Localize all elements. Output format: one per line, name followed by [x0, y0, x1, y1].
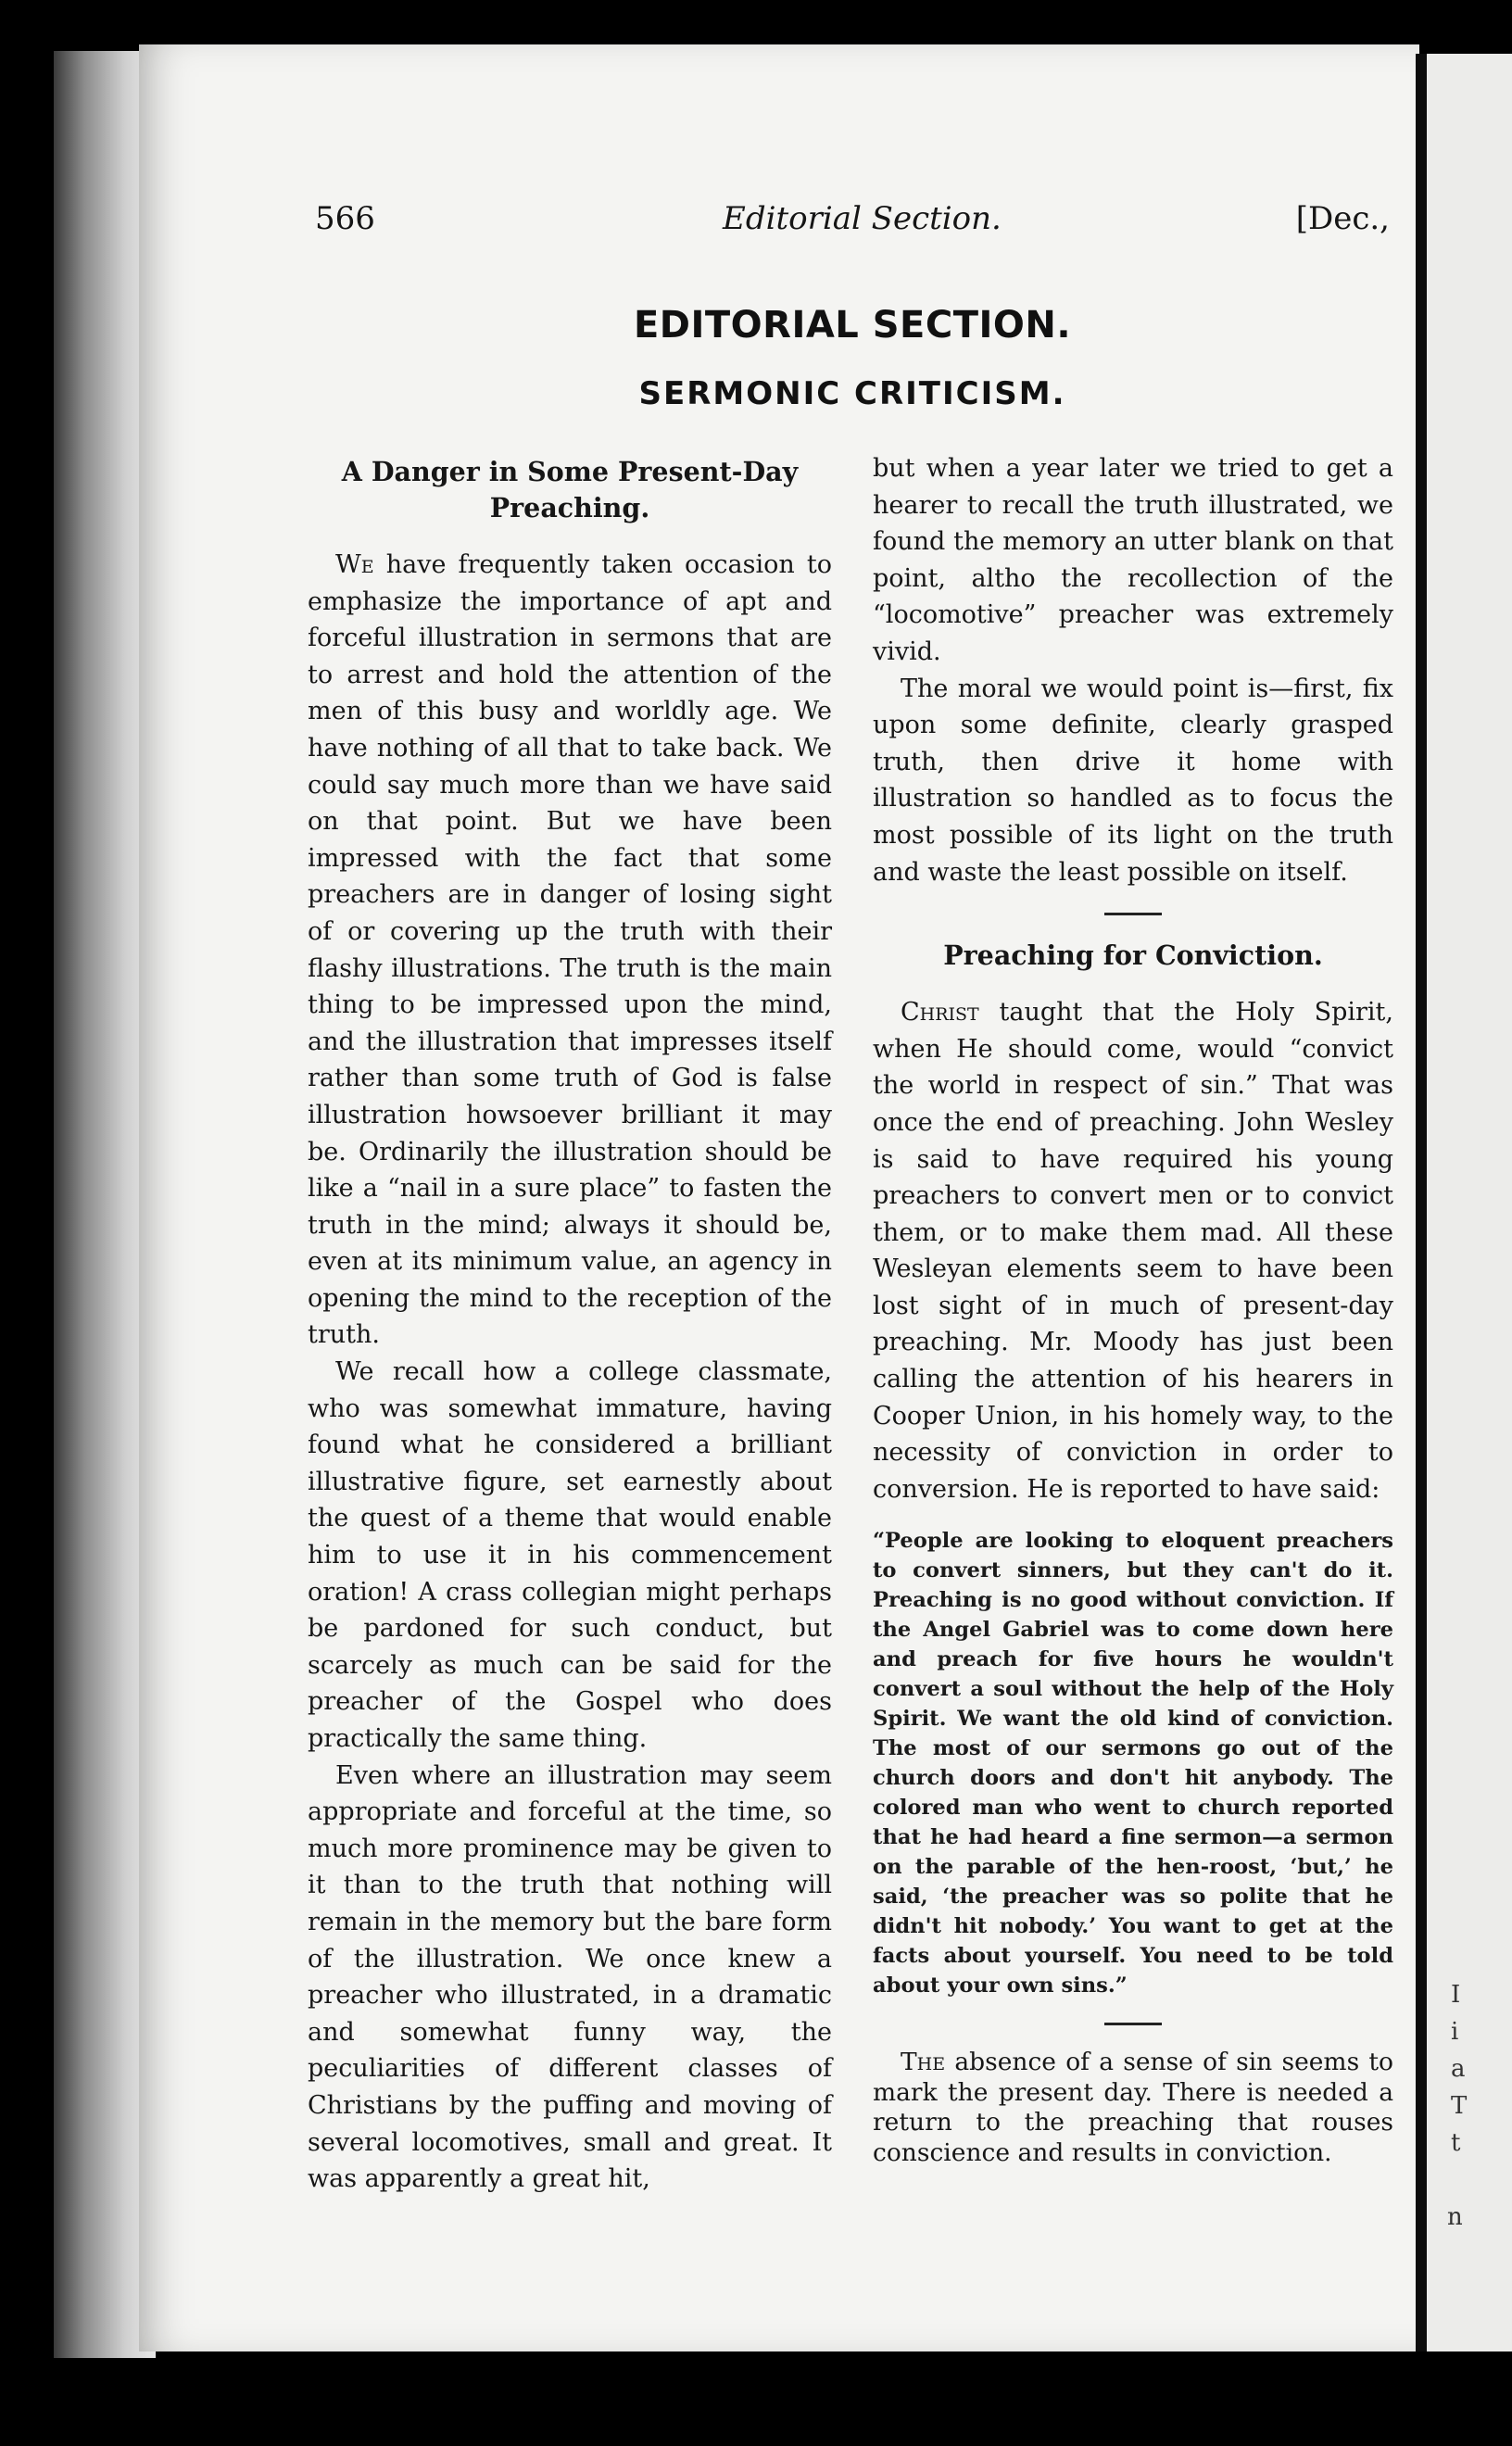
article-title: A Danger in Some Present-Day Preaching. [341, 456, 799, 523]
block-quote: “People are looking to eloquent preachers to convert sinners, but they can't do it. Preaching is no good without conviction. If the Angel Gabriel was to come down here and preach for five hours he wouldn't convert a soul without the help of the Holy Spirit. We want the old kind of conviction. The most of our sermons go out of the church doors and don't hit anybody. The colored man who went to church reported that he had heard a fine sermon—a sermon on the parable of the hen-roost, ‘but,’ he said, ‘the preacher was so polite that he didn't hit nobody.’ You want to get at the facts about yourself. You need to be told about your own sins.” [873, 1529, 1393, 1998]
paragraph-text: taught that the Holy Spirit, when He should come, would “convict the world in respect of sin.” That was once the end of preaching. John Wesley is said to have required his young preachers to convert men or to convict them, or to make them mad. All these Wesleyan elements seem to have been lost sight of in much of present-day preaching. Mr. Moody has just been calling the attention of his hearers in Cooper Union, in his homely way, to the necessity of conviction in order to conversion. He is reported to have said: [873, 998, 1393, 1504]
facing-page-edge [1427, 54, 1512, 2351]
paragraph-text: have frequently taken occasion to emphasize the importance of apt and forceful illustration in sermons that are to arrest and hold the attention of the men of this busy and worldly age. We have nothing of all that to take back. We could say much more than we have said on that point. But we have been impressed with the fact that some preachers are in danger of losing sight of or covering up the truth with their flashy illustrations. The truth is the main thing to be impressed upon the mind, and the illustration that impresses itself rather than some truth of God is false illustration howsoever brilliant it may be. Ordinarily the illustration should be like a “nail in a sure place” to fasten the truth in the mind; always it should be, even at its minimum value, an agency in opening the mind to the reception of the truth. [308, 550, 832, 1350]
article-paragraph [308, 547, 832, 1354]
left-column [308, 454, 832, 2198]
running-date: [Dec., [1295, 200, 1390, 237]
page-number: 566 [315, 200, 375, 237]
facing-page-letter: i [1451, 2018, 1459, 2046]
facing-page-letter: I [1451, 1981, 1461, 2009]
paragraph-text: absence of a sense of sin seems to mark the present day. There is needed a return to the preaching that rouses conscience and results in conviction. [873, 2048, 1393, 2167]
closing-paragraph [873, 2048, 1393, 2168]
facing-page-letter: a [1451, 2055, 1466, 2083]
section-divider [1104, 2023, 1162, 2025]
section-subheading: SERMONIC CRITICISM. [638, 375, 1066, 412]
facing-page-letter: n [1447, 2203, 1463, 2231]
section-divider [1104, 913, 1162, 915]
lead-word: The [901, 2048, 946, 2077]
lead-word: We [335, 550, 374, 579]
section-heading: EDITORIAL SECTION. [633, 304, 1072, 347]
running-head [315, 195, 1390, 241]
lead-word: Christ [901, 998, 979, 1028]
facing-page-letter: t [1451, 2129, 1461, 2157]
running-title: Editorial Section. [723, 200, 1002, 237]
article-paragraph: The moral we would point is—first, fix upon some definite, clearly grasped truth, then drive it home with illustration so handled as to focus the most possible of its light on the truth and waste the least possible on itself. [873, 674, 1393, 887]
article-paragraph-continued: but when a year later we tried to get a hearer to recall the truth illustrated, we found the memory an utter blank on that point, altho the recollection of the “locomotive” preacher was extremely vivid. [873, 454, 1393, 666]
right-column [873, 450, 1393, 2168]
article-title: Preaching for Conviction. [943, 939, 1323, 972]
facing-page-letter: T [1451, 2092, 1468, 2120]
article-paragraph: Even where an illustration may seem appropriate and forceful at the time, so much more prominence may be given to it than to the truth that nothing will remain in the memory but the bare form of the illustration. We once knew a preacher who illustrated, in a dramatic and somewhat funny way, the peculiarities of different classes of Christians by the puffing and moving of several locomotives, small and great. It was apparently a great hit, [308, 1760, 832, 2194]
article-paragraph: We recall how a college classmate, who was somewhat immature, having found what he considered a brilliant illustrative figure, set earnestly about the quest of a theme that would enable him to use it in his commencement oration! A crass collegian might perhaps be pardoned for such conduct, but scarcely as much can be said for the preacher of the Gospel who does practically the same thing. [308, 1357, 832, 1753]
article-paragraph [873, 994, 1393, 1507]
